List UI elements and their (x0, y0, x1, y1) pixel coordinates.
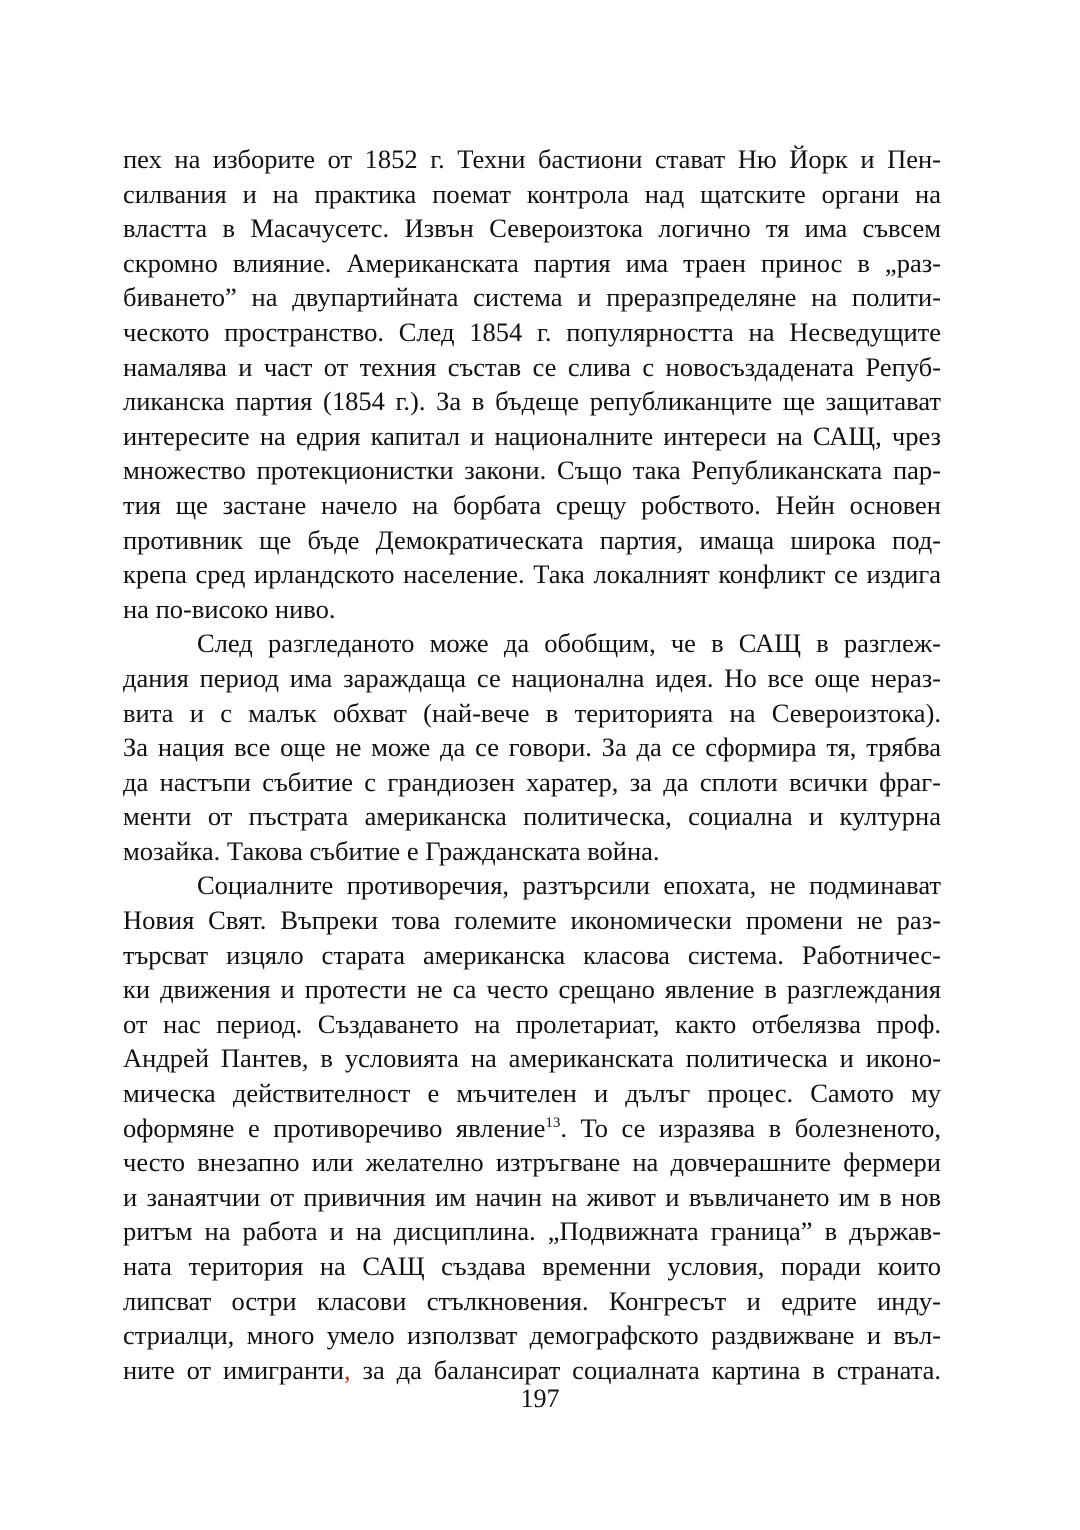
text-line: интересите на едрия капитал и националните интереси на САЩ, чрез (123, 420, 941, 451)
text-line (123, 1353, 941, 1388)
text-fragment: за да балансират социалната картина в страната. (350, 1354, 941, 1385)
text-line: множество протекционистки закони. Също така Републиканската пар- (123, 455, 941, 486)
text-line: биването” на двупартийната система и преразпределяне на полити- (123, 282, 941, 313)
text-line: на по-високо ниво. (123, 593, 336, 624)
text-line: Новия Свят. Въпреки това големите икономически промени не раз- (123, 905, 941, 936)
text-line: За нация все още не може да се говори. За да се сформира тя, трябва (123, 732, 941, 763)
body-text (123, 142, 941, 1387)
text-line: пех на изборите от 1852 г. Техни бастиони стават Ню Йорк и Пен- (123, 144, 941, 174)
text-line: търсват изцяло старата американска класова система. Работничес- (123, 939, 941, 970)
text-line: Социалните противоречия, разтърсили епохата, не подминават (197, 870, 941, 901)
text-line: тия ще застане начело на борбата срещу робството. Нейн основен (123, 489, 941, 520)
text-fragment: ните от имигранти (123, 1354, 344, 1385)
text-line: ческото пространство. След 1854 г. популярността на Несведущите (123, 316, 941, 347)
text-line: крепа сред ирландското население. Така локалният конфликт се издига (123, 559, 941, 590)
text-line: често внезапно или желателно изтръгване на довчерашните фермери (123, 1147, 941, 1178)
text-line: ната територия на САЩ създава временни условия, поради които (123, 1251, 941, 1281)
text-fragment: . То се изразява в болезненото, (560, 1112, 942, 1143)
text-line: и занаятчии от привичния им начин на живот и въвличането им в нов (123, 1181, 941, 1212)
text-line (123, 1111, 941, 1146)
text-line: да настъпи събитие с грандиозен харатер, за да сплоти всички фраг- (123, 766, 941, 797)
text-line: ликанска партия (1854 г.). За в бъдеще републиканците ще защитават (123, 386, 941, 417)
page-number: 197 (520, 1384, 560, 1413)
text-line: менти от пъстрата американска политическа, социална и културна (123, 801, 941, 832)
text-line: намалява и част от техния състав се слива с новосъздадената Репуб- (123, 351, 941, 382)
marked-comma: , (343, 1354, 351, 1385)
text-line: Андрей Пантев, в условията на американската политическа и иконо- (123, 1043, 941, 1074)
text-line: властта в Масачусетс. Извън Североизтока логично тя има съвсем (123, 213, 941, 244)
text-fragment: оформяне е противоречиво явление (123, 1112, 546, 1143)
text-line: вита и с малък обхват (най-вече в територията на Североизтока). (123, 697, 941, 728)
text-line: противник ще бъде Демократическата партия, имаща широка под- (123, 524, 941, 555)
text-line: стриалци, много умело използват демографското раздвижване и въл- (123, 1320, 941, 1351)
footnote-marker[interactable]: 13 (545, 1114, 561, 1131)
text-line: силвания и на практика поемат контрола над щатските органи на (123, 178, 941, 209)
text-line: мозайка. Такова събитие е Гражданската война. (123, 835, 660, 866)
text-line: скромно влияние. Американската партия има траен принос в „раз- (123, 247, 941, 278)
text-line: След разгледаното може да обобщим, че в САЩ в разглеж- (197, 628, 941, 659)
text-line: мическа действителност е мъчителен и дълъг процес. Самото му (123, 1078, 941, 1109)
text-line: от нас период. Създаването на пролетариат, както отбелязва проф. (123, 1008, 941, 1039)
text-line: липсват остри класови стълкновения. Конгресът и едрите инду- (123, 1285, 941, 1316)
text-line: дания период има зараждаща се национална идея. Но все още нераз- (123, 662, 941, 693)
text-line: ки движения и протести не са често срещано явление в разглеждания (123, 974, 941, 1005)
text-line: ритъм на работа и на дисциплина. „Подвижната граница” в държав- (123, 1216, 941, 1247)
